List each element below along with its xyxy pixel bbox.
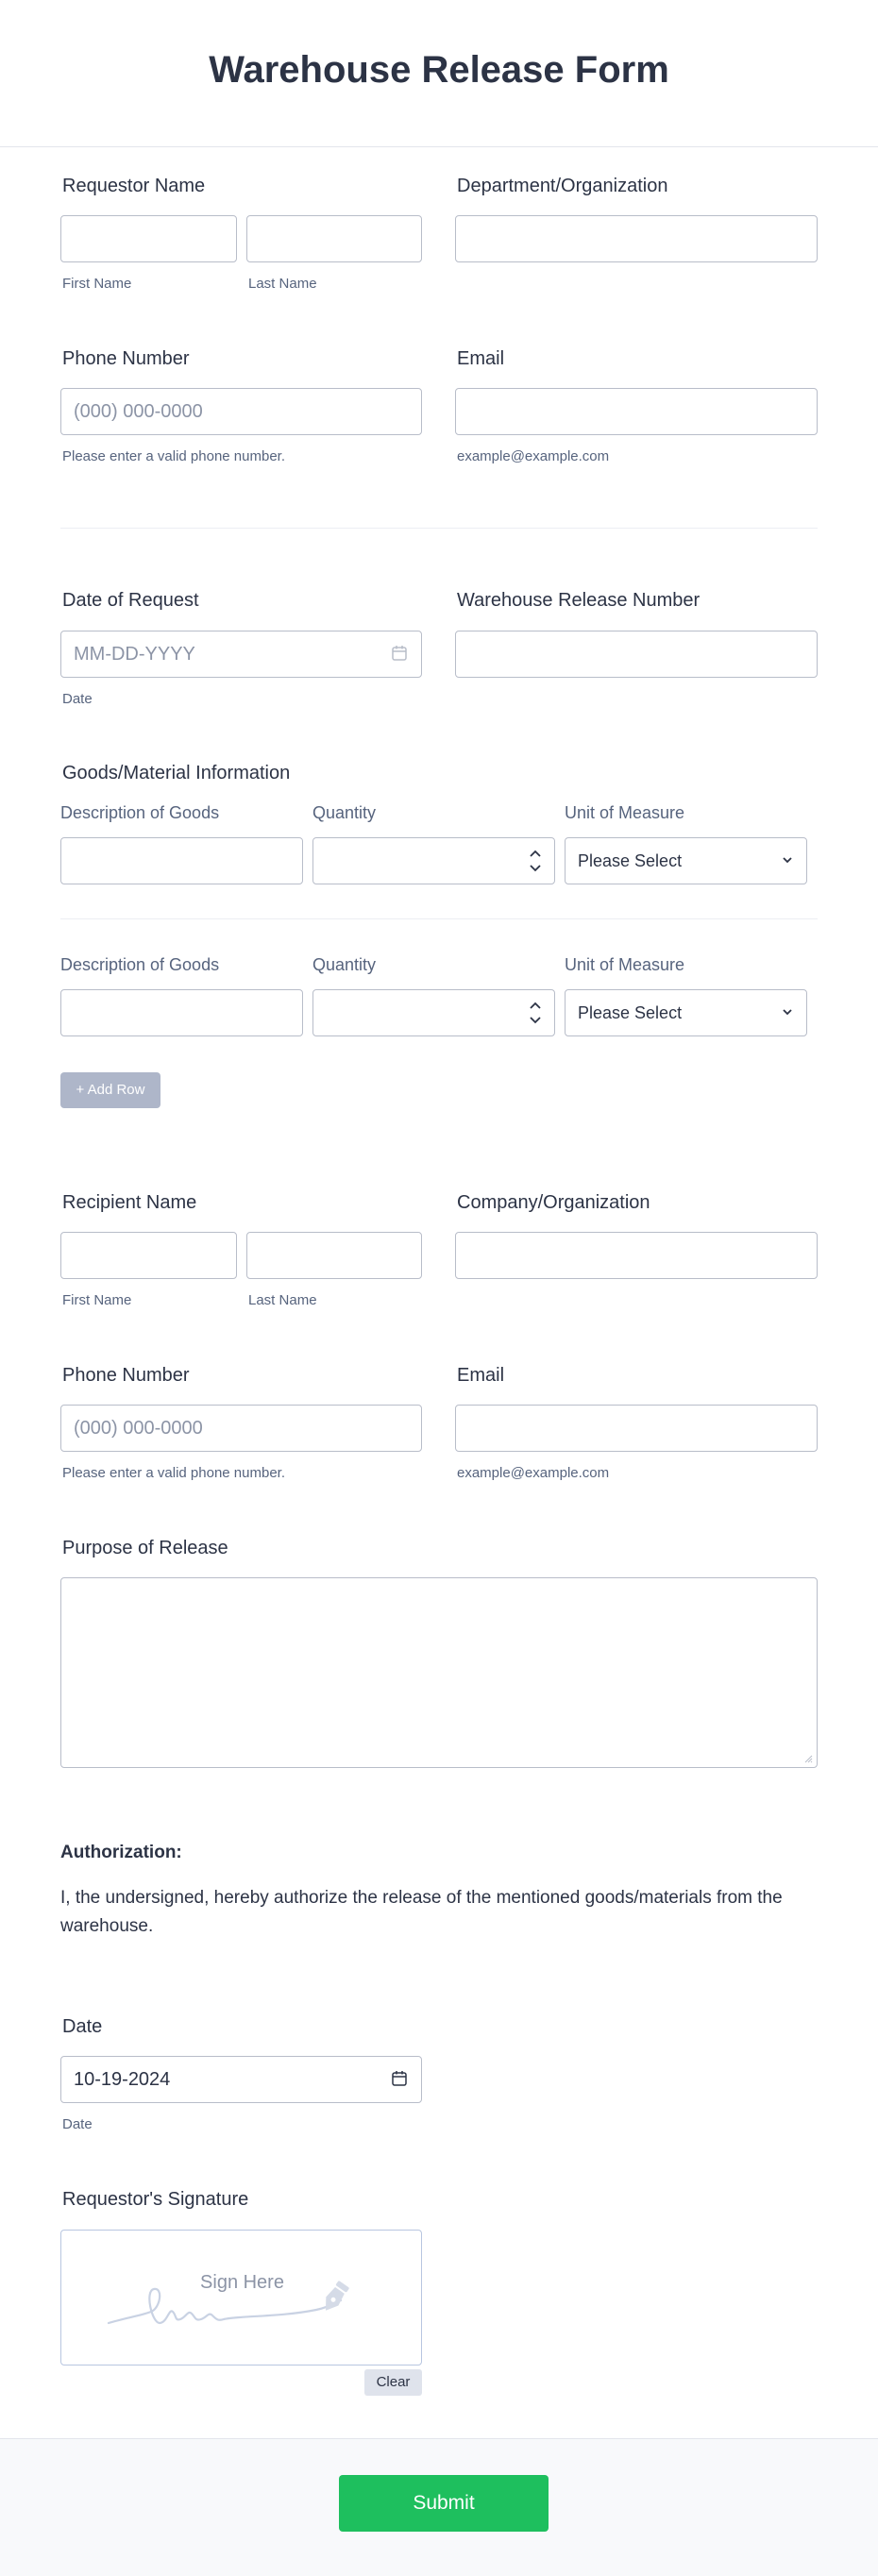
recipient-phone-label: Phone Number (62, 1365, 190, 1386)
recipient-first-name-input[interactable] (60, 1232, 237, 1279)
goods-row2-description-input[interactable] (60, 989, 303, 1036)
goods-row1-quantity-input[interactable] (312, 837, 555, 884)
requestor-name-label: Requestor Name (62, 176, 206, 196)
recipient-phone-input[interactable] (60, 1405, 422, 1452)
submit-button[interactable]: Submit (339, 2475, 549, 2532)
company-input[interactable] (455, 1232, 818, 1279)
signature-label: Requestor's Signature (62, 2189, 249, 2210)
goods-row-divider (60, 918, 818, 919)
goods-row1-unit-select[interactable] (565, 837, 807, 884)
goods-row2-description-label: Description of Goods (60, 955, 220, 974)
signoff-date-label: Date (62, 2016, 103, 2037)
recipient-phone-sublabel: Please enter a valid phone number. (62, 1465, 285, 1481)
chevron-down-icon (782, 1007, 793, 1017)
purpose-textarea[interactable] (60, 1577, 818, 1768)
signoff-date-sublabel: Date (62, 2116, 93, 2132)
goods-row1-unit-label: Unit of Measure (565, 803, 685, 822)
goods-row2-unit-select[interactable] (565, 989, 807, 1036)
date-of-request-input[interactable] (60, 631, 422, 678)
resize-grip-icon[interactable] (803, 1754, 813, 1763)
release-number-label: Warehouse Release Number (457, 590, 701, 611)
requestor-first-name-sublabel: First Name (62, 276, 132, 292)
recipient-name-label: Recipient Name (62, 1192, 197, 1213)
requestor-phone-placeholder: (000) 000-0000 (74, 401, 203, 422)
form-header (0, 0, 878, 147)
goods-row2-quantity-label: Quantity (312, 955, 377, 974)
requestor-email-label: Email (457, 348, 505, 369)
release-number-input[interactable] (455, 631, 818, 678)
date-of-request-label: Date of Request (62, 590, 199, 611)
goods-row1-description-input[interactable] (60, 837, 303, 884)
goods-row2-unit-label: Unit of Measure (565, 955, 685, 974)
requestor-email-input[interactable] (455, 388, 818, 435)
date-of-request-placeholder: MM-DD-YYYY (74, 644, 195, 665)
authorization-title: Authorization: (60, 1843, 182, 1862)
goods-row2-quantity-input[interactable] (312, 989, 555, 1036)
goods-section-label: Goods/Material Information (62, 763, 291, 783)
date-of-request-sublabel: Date (62, 691, 93, 707)
clear-signature-button[interactable]: Clear (364, 2369, 422, 2396)
department-label: Department/Organization (457, 176, 668, 196)
section-divider (60, 528, 818, 529)
requestor-email-sublabel: example@example.com (457, 448, 610, 464)
authorization-text: I, the undersigned, hereby authorize the release of the mentioned goods/materials from the warehouse. (60, 1888, 783, 1936)
recipient-email-label: Email (457, 1365, 505, 1386)
recipient-phone-placeholder: (000) 000-0000 (74, 1418, 203, 1439)
requestor-first-name-input[interactable] (60, 215, 237, 262)
signoff-date-value: 10-19-2024 (74, 2069, 171, 2090)
calendar-icon[interactable] (391, 645, 408, 662)
recipient-last-name-input[interactable] (246, 1232, 422, 1279)
form-footer (0, 2438, 878, 2576)
recipient-first-name-sublabel: First Name (62, 1292, 132, 1308)
sign-here-placeholder: Sign Here (200, 2272, 284, 2293)
requestor-phone-label: Phone Number (62, 348, 190, 369)
goods-row1-description-label: Description of Goods (60, 803, 220, 822)
signoff-date-input[interactable] (60, 2056, 422, 2103)
recipient-email-sublabel: example@example.com (457, 1465, 610, 1481)
goods-row1-unit-value: Please Select (578, 851, 683, 870)
goods-row1-quantity-label: Quantity (312, 803, 377, 822)
calendar-icon[interactable] (391, 2070, 408, 2087)
quantity-stepper-icon[interactable] (528, 998, 543, 1028)
recipient-last-name-sublabel: Last Name (248, 1292, 317, 1308)
recipient-email-input[interactable] (455, 1405, 818, 1452)
signature-scribble-graphic (61, 2231, 423, 2366)
quantity-stepper-icon[interactable] (528, 846, 543, 876)
company-label: Company/Organization (457, 1192, 650, 1213)
purpose-label: Purpose of Release (62, 1538, 228, 1558)
goods-row2-unit-value: Please Select (578, 1003, 683, 1022)
requestor-phone-input[interactable] (60, 388, 422, 435)
add-row-button[interactable]: + Add Row (60, 1072, 160, 1108)
form-title: Warehouse Release Form (209, 49, 669, 91)
chevron-down-icon (782, 855, 793, 865)
requestor-phone-sublabel: Please enter a valid phone number. (62, 448, 285, 464)
signature-pad[interactable] (60, 2230, 422, 2366)
department-input[interactable] (455, 215, 818, 262)
requestor-last-name-input[interactable] (246, 215, 422, 262)
requestor-last-name-sublabel: Last Name (248, 276, 317, 292)
